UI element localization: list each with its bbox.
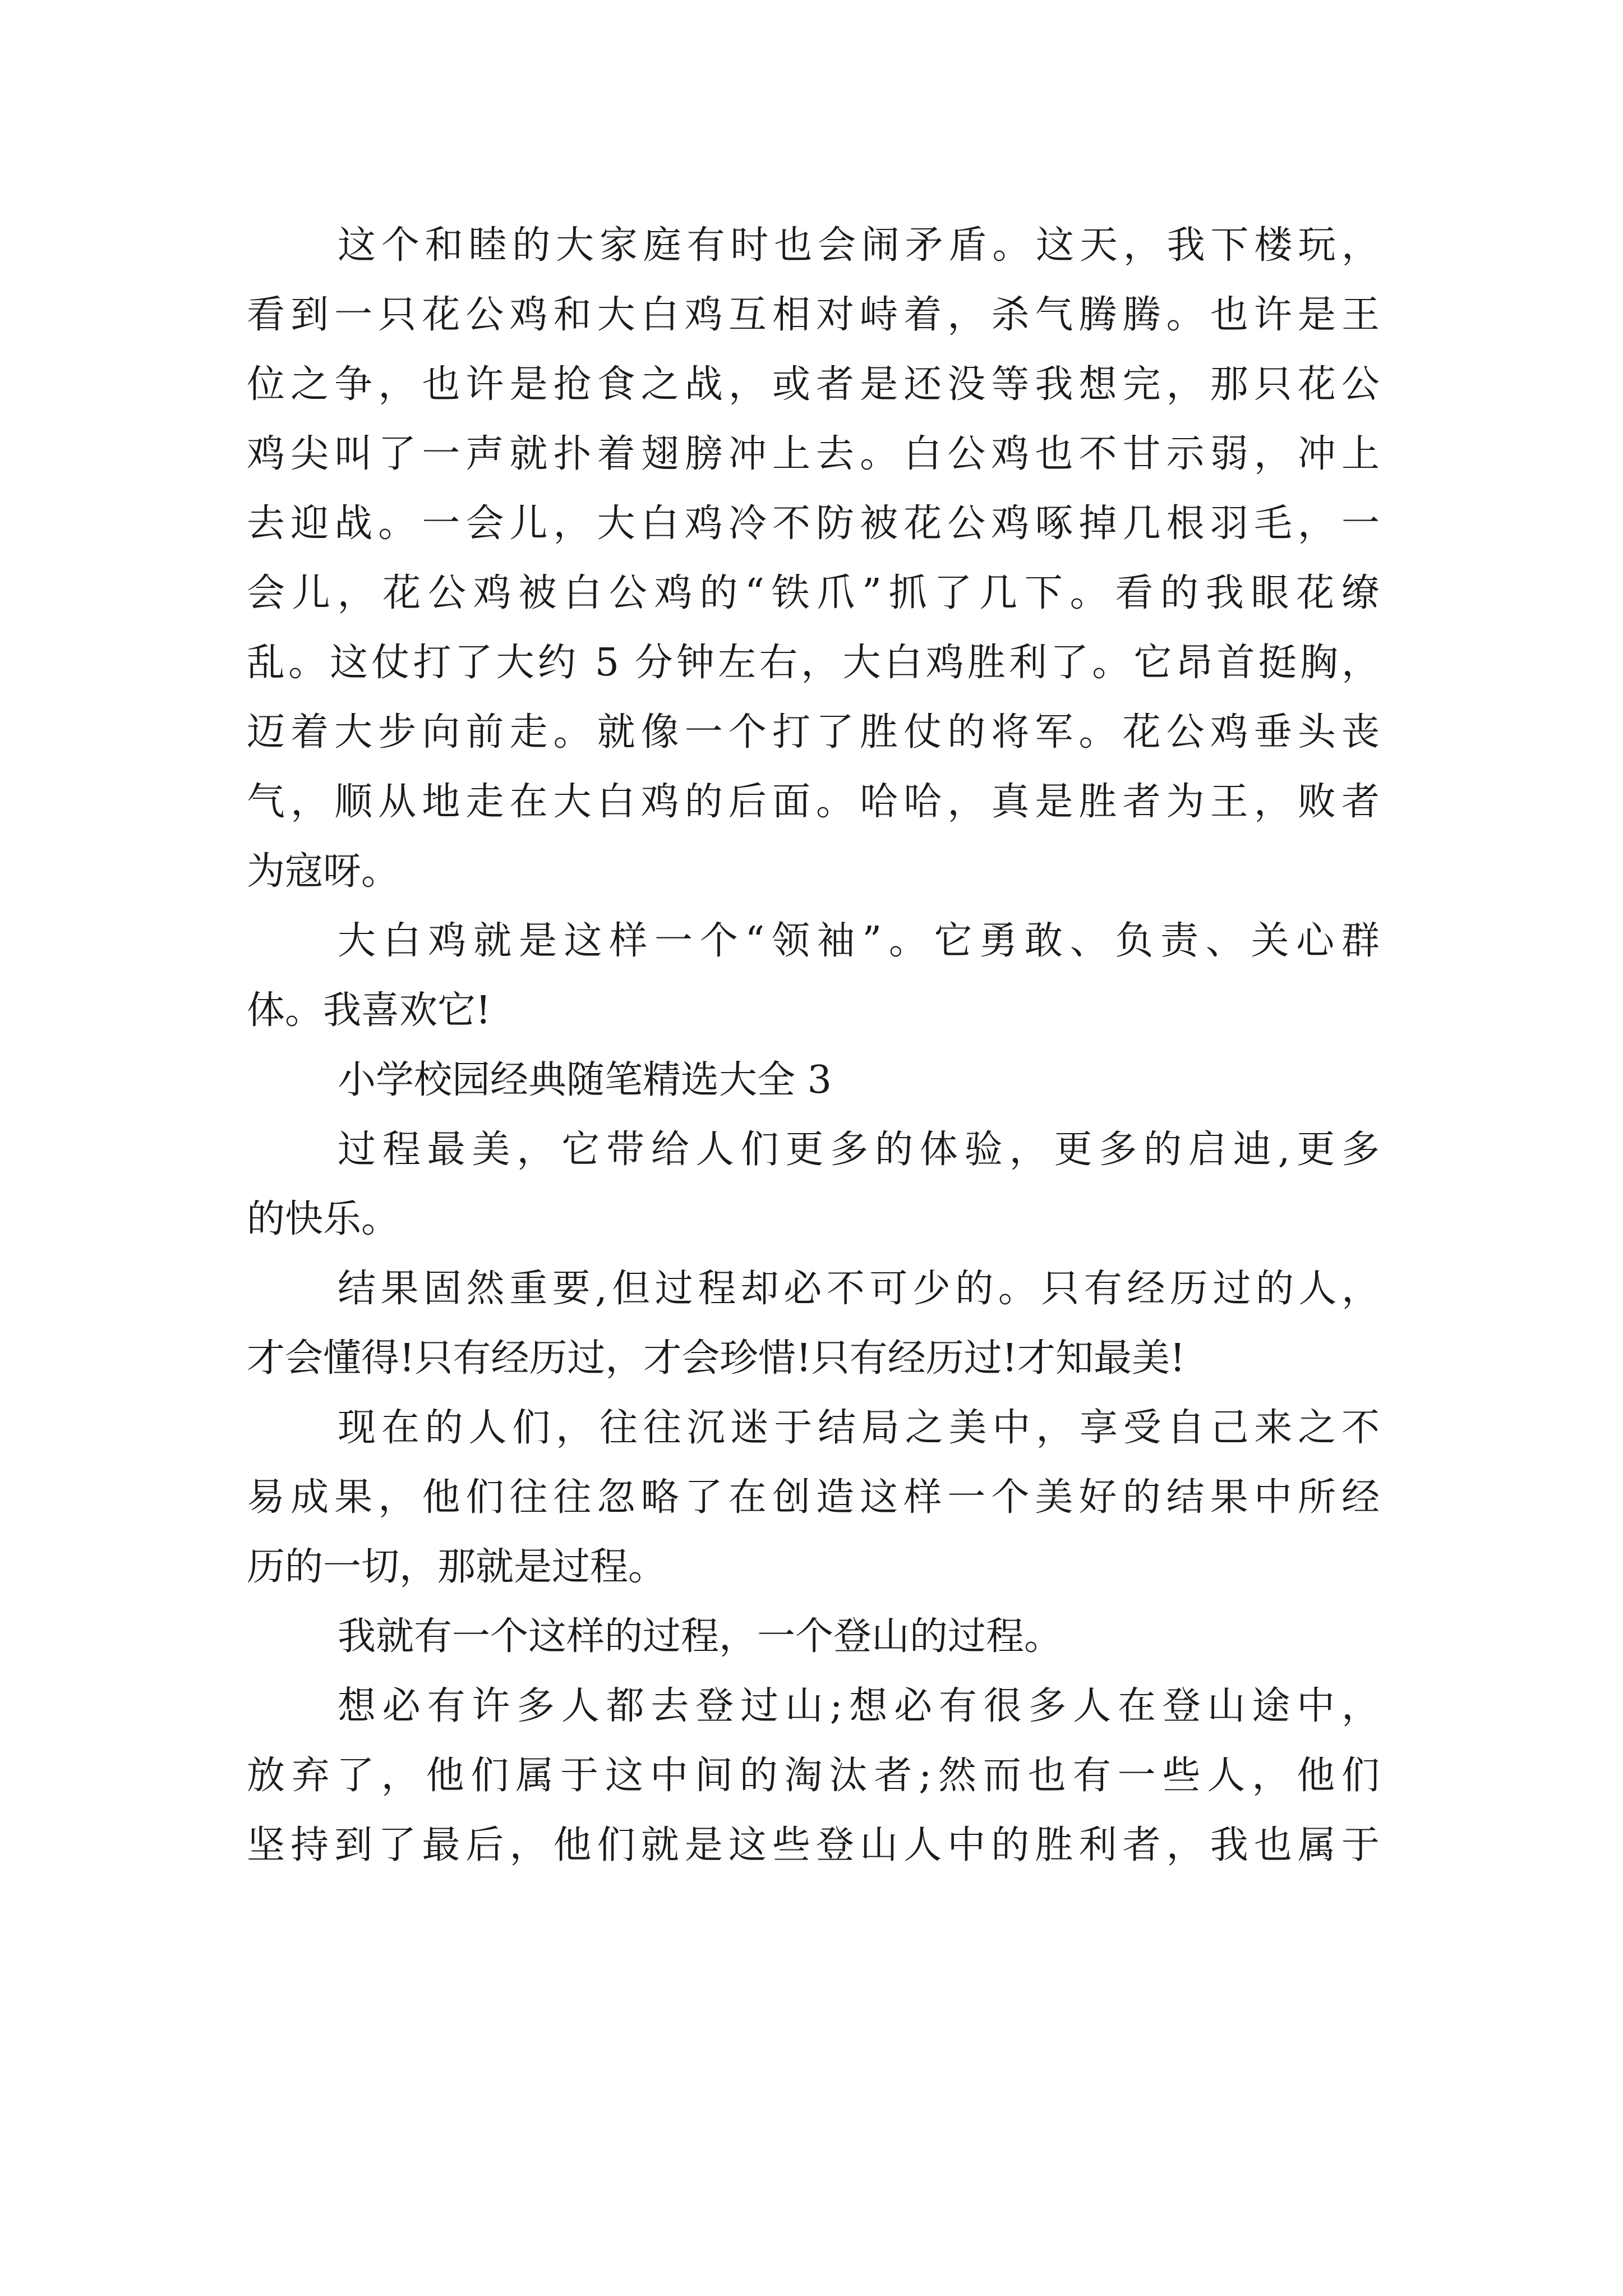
text-line: 我就有一个这样的过程，一个登山的过程。	[338, 1614, 1063, 1659]
text-line: 看到一只花公鸡和大白鸡互相对峙着，杀气腾腾。也许是王	[247, 293, 1380, 337]
text-line: 乱。这仗打了大约 5 分钟左右，大白鸡胜利了。它昂首挺胸，	[247, 641, 1380, 685]
text-line: 大白鸡就是这样一个“领袖”。它勇敢、负责、关心群	[338, 919, 1380, 963]
text-line: 为寇呀。	[247, 849, 400, 894]
text-line: 这个和睦的大家庭有时也会闹矛盾。这天，我下楼玩，	[338, 223, 1380, 268]
text-line: 想必有许多人都去登过山;想必有很多人在登山途中，	[338, 1684, 1380, 1728]
text-line: 的快乐。	[247, 1197, 400, 1241]
text-line: 体。我喜欢它!	[247, 988, 491, 1033]
text-line: 鸡尖叫了一声就扑着翅膀冲上去。白公鸡也不甘示弱，冲上	[247, 432, 1380, 476]
text-line: 易成果，他们往往忽略了在创造这样一个美好的结果中所经	[247, 1475, 1380, 1520]
document-body	[247, 211, 1380, 1880]
text-line: 去迎战。一会儿，大白鸡冷不防被花公鸡啄掉几根羽毛，一	[247, 501, 1380, 546]
text-line: 放弃了，他们属于这中间的淘汰者;然而也有一些人，他们	[247, 1754, 1380, 1798]
text-line: 位之争，也许是抢食之战，或者是还没等我想完，那只花公	[247, 362, 1380, 407]
text-line: 会儿，花公鸡被白公鸡的“铁爪”抓了几下。看的我眼花缭	[247, 571, 1380, 615]
text-line: 气，顺从地走在大白鸡的后面。哈哈，真是胜者为王，败者	[247, 780, 1380, 824]
text-line: 过程最美，它带给人们更多的体验，更多的启迪,更多	[338, 1128, 1380, 1172]
text-line: 小学校园经典随笔精选大全 3	[338, 1058, 832, 1102]
text-line: 迈着大步向前走。就像一个打了胜仗的将军。花公鸡垂头丧	[247, 710, 1380, 754]
text-line: 历的一切，那就是过程。	[247, 1545, 667, 1589]
text-line: 现在的人们，往往沉迷于结局之美中，享受自己来之不	[338, 1406, 1380, 1450]
text-line: 结果固然重要,但过程却必不可少的。只有经历过的人，	[338, 1267, 1380, 1311]
text-line: 坚持到了最后，他们就是这些登山人中的胜利者，我也属于	[247, 1823, 1380, 1867]
text-line: 才会懂得!只有经历过，才会珍惜!只有经历过!才知最美!	[247, 1336, 1186, 1381]
